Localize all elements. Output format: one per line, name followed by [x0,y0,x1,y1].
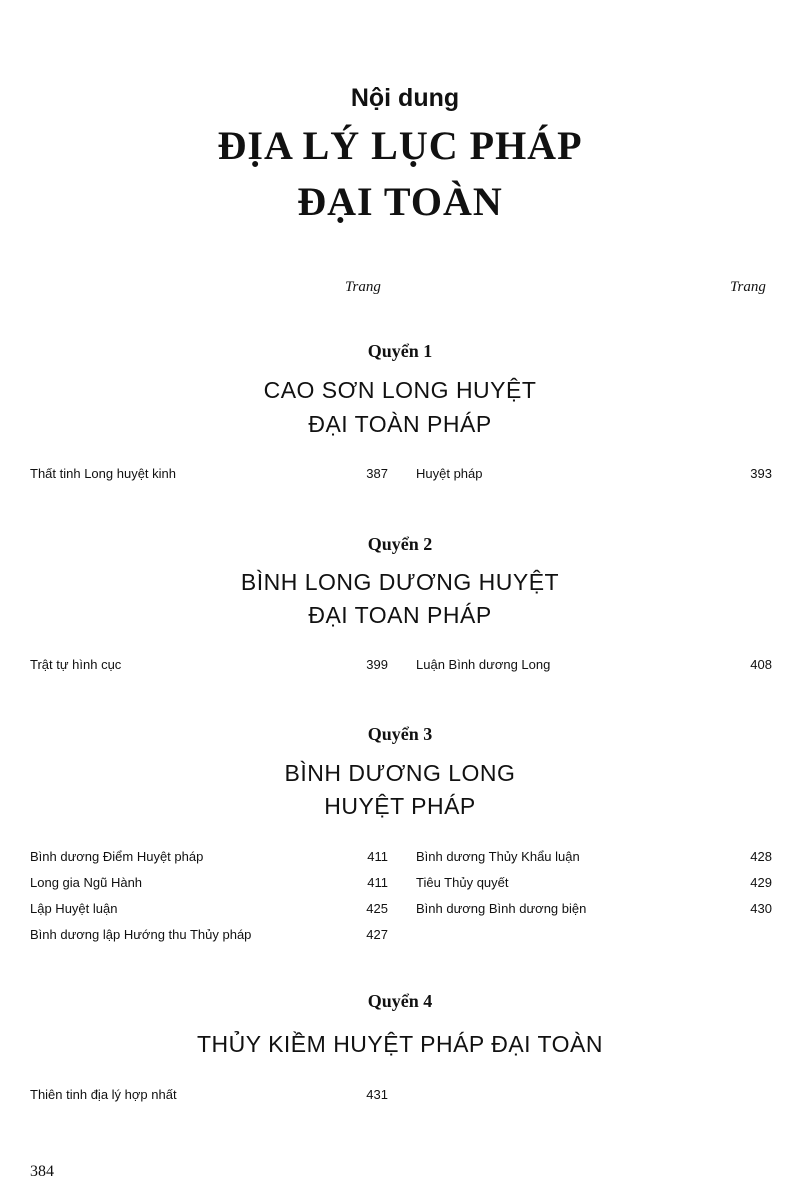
section-title-line: ĐẠI TOÀN PHÁP [308,411,492,437]
toc-entry-title: Bình dương lập Hướng thu Thủy pháp [30,927,252,942]
section-title-line: BÌNH DƯƠNG LONG [284,760,516,786]
section-label: Quyển 2 [367,534,433,554]
toc-entry-page: 428 [750,849,772,864]
column-label-right: Trang [730,279,766,295]
toc-entry-title: Long gia Ngũ Hành [30,875,143,890]
toc-entry-page: 429 [750,875,772,890]
toc-entry-page: 427 [366,927,388,942]
toc-entry-title: Thiên tinh địa lý hợp nhất [30,1087,177,1102]
section-label: Quyển 1 [367,341,433,361]
toc-entry-title: Bình dương Điểm Huyệt pháp [30,849,204,864]
section-label: Quyển 3 [367,724,433,744]
toc-entry-page: 387 [366,466,388,481]
toc-entry-page: 411 [367,875,388,890]
page-number: 384 [30,1163,54,1180]
toc-entry-title: Huyệt pháp [416,466,483,481]
toc-row [0,875,800,893]
toc-row [0,927,800,945]
toc-entry-page: 399 [366,657,388,672]
section-title-line: THỦY KIỀM HUYỆT PHÁP ĐẠI TOÀN [196,1031,604,1057]
column-label-left: Trang [345,279,381,295]
toc-entry-title: Lập Huyệt luận [30,901,118,916]
toc-entry-page: 425 [366,901,388,916]
toc-entry-page: 408 [750,657,772,672]
toc-entry-title: Tiêu Thủy quyết [416,875,509,890]
toc-row [0,901,800,919]
section-title-line: HUYỆT PHÁP [324,793,476,819]
toc-entry-page: 411 [367,849,388,864]
toc-entry-title: Luận Bình dương Long [416,657,551,672]
toc-entry-title: Trật tự hình cục [30,657,122,672]
subtitle: Nội dung [350,84,460,112]
page-title-line-2: ĐẠI TOÀN [297,179,503,224]
section-title-line: CAO SƠN LONG HUYỆT [263,377,537,403]
toc-entry-page: 431 [366,1087,388,1102]
toc-entry-title: Bình dương Thủy Khẩu luận [416,849,580,864]
toc-row [0,657,800,675]
page-title-line-1: ĐỊA LÝ LỤC PHÁP [217,123,583,168]
toc-row [0,849,800,867]
section-label: Quyển 4 [367,991,433,1011]
toc-entry-page: 393 [750,466,772,481]
toc-entry-title: Bình dương Bình dương biện [416,901,587,916]
section-title-line: BÌNH LONG DƯƠNG HUYỆT [240,569,560,595]
section-title-line: ĐẠI TOAN PHÁP [308,602,492,628]
toc-row [0,1087,800,1105]
toc-entry-title: Thất tinh Long huyệt kinh [30,466,176,481]
toc-row [0,466,800,484]
toc-entry-page: 430 [750,901,772,916]
